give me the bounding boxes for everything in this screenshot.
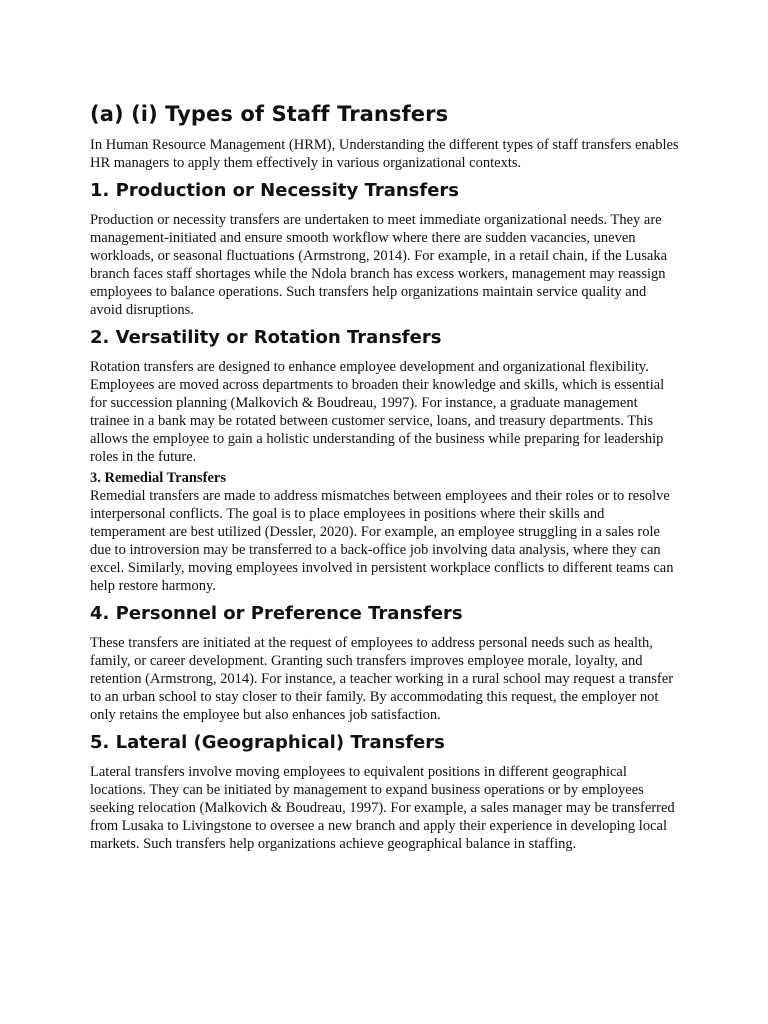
document-page — [90, 100, 680, 860]
section-heading-rotation: 2. Versatility or Rotation Transfers — [90, 327, 442, 348]
section-heading-preference: 4. Personnel or Preference Transfers — [90, 603, 463, 624]
intro-paragraph: In Human Resource Management (HRM), Understanding the different types of staff transfers enables HR managers to apply them effectively in various organizational contexts. — [90, 137, 679, 171]
document-title: (a) (i) Types of Staff Transfers — [90, 102, 449, 126]
section-body-production: Production or necessity transfers are undertaken to meet immediate organizational needs. They are management-initiated and ensure smooth workflow where there are sudden vacancies, uneven workloads, or seasonal fluctuations (Armstrong, 2014). For example, in a retail chain, if the Lusaka branch faces staff shortages while the Ndola branch has excess workers, management may reassign employees to balance operations. Such transfers help organizations maintain service quality and avoid disruptions. — [90, 212, 668, 318]
section-body-preference: These transfers are initiated at the request of employees to address personal needs such as health, family, or career development. Granting such transfers improves employee morale, loyalty, and retention (Armstrong, 2014). For instance, a teacher working in a rural school may request a transfer to an urban school to stay closer to their family. By accommodating this request, the employer not only retains the employee but also enhances job satisfaction. — [90, 635, 674, 723]
section-body-rotation: Rotation transfers are designed to enhance employee development and organizational flexibility. Employees are moved across departments to broaden their knowledge and skills, which is essential for succession planning (Malkovich & Boudreau, 1997). For instance, a graduate management trainee in a bank may be rotated between customer service, loans, and treasury departments. This allows the employee to gain a holistic understanding of the business while preparing for leadership roles in the future. — [90, 359, 665, 465]
section-heading-lateral: 5. Lateral (Geographical) Transfers — [90, 732, 445, 753]
section-heading-production: 1. Production or Necessity Transfers — [90, 180, 459, 201]
section-heading-remedial: 3. Remedial Transfers — [90, 470, 226, 486]
section-body-remedial: Remedial transfers are made to address mismatches between employees and their roles or to resolve interpersonal conflicts. The goal is to place employees in positions where their skills and temperament are best utilized (Dessler, 2020). For example, an employee struggling in a sales role due to introversion may be transferred to a back-office job involving data analysis, where they can excel. Similarly, moving employees involved in persistent workplace conflicts to different teams can help restore harmony. — [90, 488, 674, 594]
section-body-lateral: Lateral transfers involve moving employees to equivalent positions in different geographical locations. They can be initiated by management to expand business operations or by employees seeking relocation (Malkovich & Boudreau, 1997). For example, a sales manager may be transferred from Lusaka to Livingstone to oversee a new branch and apply their experience in developing local markets. Such transfers help organizations achieve geographical balance in staffing. — [90, 764, 675, 852]
